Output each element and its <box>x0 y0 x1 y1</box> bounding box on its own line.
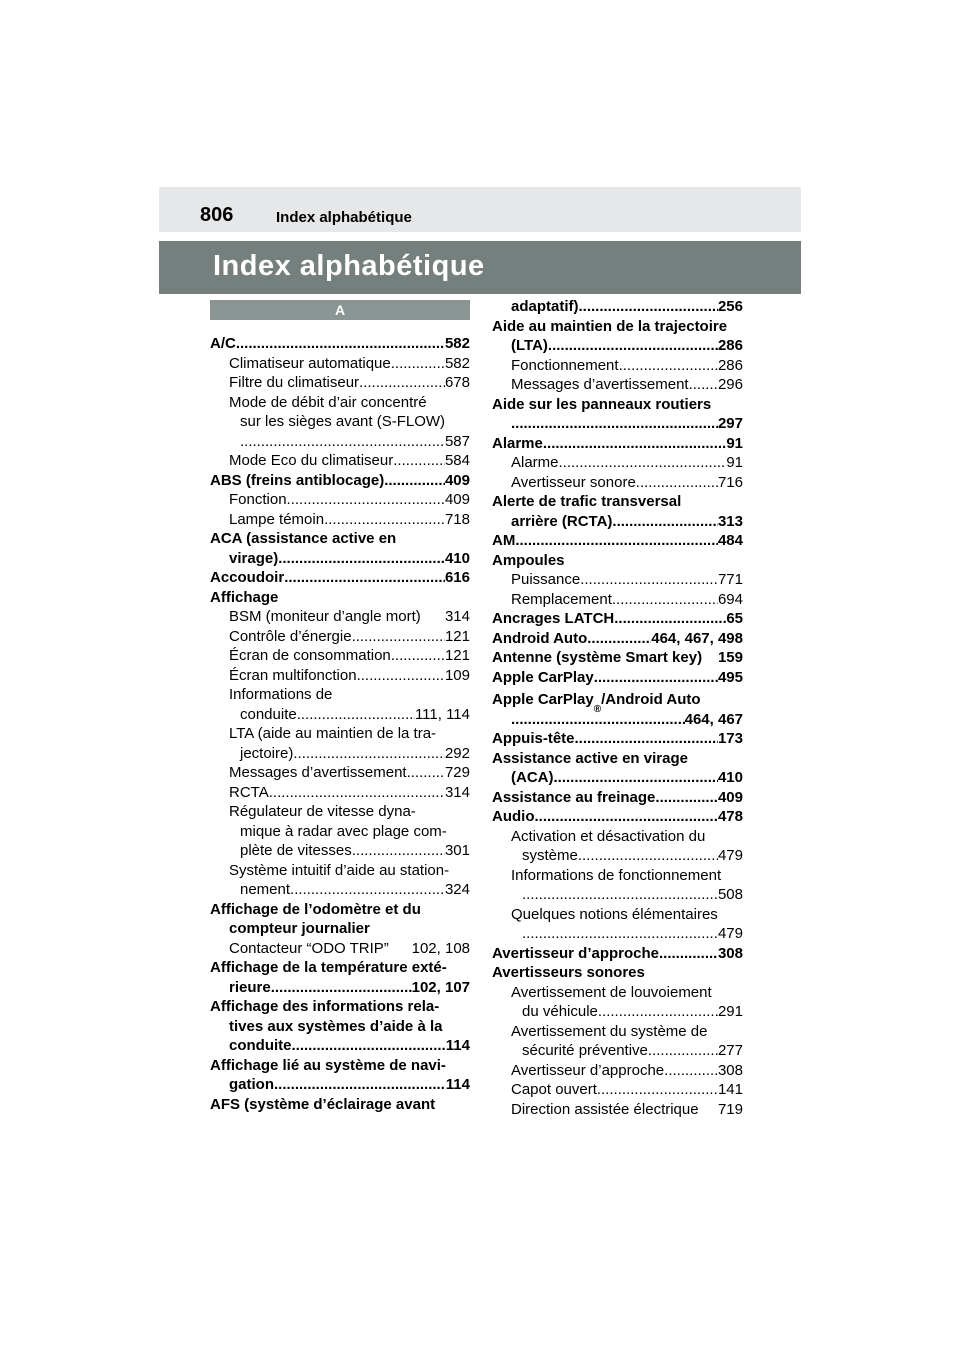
index-entry <box>492 1080 743 1100</box>
dot-leader <box>659 944 718 964</box>
index-entry-term: Lampe témoin <box>229 510 325 528</box>
index-entry-term: conduite <box>229 1037 292 1054</box>
dot-leader <box>240 432 445 452</box>
index-entry-page: 159 <box>717 649 743 666</box>
index-entry <box>492 905 743 925</box>
index-entry <box>210 607 470 627</box>
index-entry <box>210 997 470 1017</box>
index-entry-term: Puissance <box>511 571 581 588</box>
index-entry-term: Alarme <box>492 434 543 452</box>
index-entry-page: 508 <box>717 886 743 903</box>
dot-leader <box>324 510 445 530</box>
index-entry-term: mique à radar avec plage com- <box>240 822 447 840</box>
dot-leader <box>292 1036 446 1056</box>
index-entry-page: 173 <box>717 730 743 747</box>
index-entry-page: 102, 107 <box>411 978 470 996</box>
index-entry <box>210 822 470 842</box>
index-entry-page: 771 <box>717 571 743 588</box>
dot-leader <box>515 531 718 551</box>
index-entry <box>210 1036 470 1056</box>
index-entry-page: 464, 467 <box>684 710 743 728</box>
dot-leader <box>597 1080 718 1100</box>
index-entry-page: 587 <box>444 432 470 450</box>
index-entry-term: sur les sièges avant (S-FLOW) <box>240 413 446 430</box>
dot-leader <box>269 783 445 803</box>
dot-leader <box>543 434 726 454</box>
dot-leader <box>293 744 445 764</box>
index-entry-term: RCTA <box>229 783 269 801</box>
index-entry-term: gation <box>229 1076 274 1093</box>
index-entry-term: Avertisseur sonore <box>511 473 636 491</box>
index-entry <box>492 551 743 571</box>
index-entry <box>210 978 470 998</box>
index-entry <box>210 939 470 959</box>
index-entry <box>210 334 470 354</box>
index-entry-term: adaptatif) <box>511 298 579 315</box>
index-entry-page: 409 <box>717 788 743 806</box>
dot-leader <box>274 1075 446 1095</box>
dot-leader <box>284 568 445 588</box>
index-entry-term: Activation et désactivation du <box>511 827 706 845</box>
index-entry <box>492 788 743 808</box>
index-entry-page: 464, 467, 498 <box>651 629 743 647</box>
index-entry <box>492 1100 743 1120</box>
dot-leader <box>352 841 445 861</box>
dot-leader <box>612 512 718 532</box>
index-entry-term: LTA (aide au maintien de la tra- <box>229 725 437 742</box>
index-entry <box>492 885 743 905</box>
letter-heading: A <box>210 300 470 320</box>
index-entry <box>210 724 470 744</box>
dot-leader <box>391 646 445 666</box>
index-entry-term: Écran multifonction <box>229 666 357 684</box>
index-entry-term: virage) <box>229 549 279 567</box>
chapter-title-bar <box>159 241 801 294</box>
index-entry-term: Contacteur “ODO TRIP” <box>229 939 389 957</box>
index-entry-term: Affichage de la température exté- <box>210 959 447 976</box>
index-entry-page: 582 <box>444 335 470 352</box>
index-entry-page: 286 <box>717 356 743 374</box>
index-entry-page: 297 <box>717 415 743 432</box>
index-entry <box>492 1002 743 1022</box>
index-entry-term: Aide au maintien de la trajectoire <box>492 317 728 335</box>
index-entry <box>210 549 470 569</box>
index-entry <box>492 866 743 886</box>
index-entry-page: 301 <box>444 842 470 859</box>
index-entry-page: 102, 108 <box>411 939 470 957</box>
index-entry-page: 324 <box>444 881 470 898</box>
index-entry-page: 111, 114 <box>414 705 470 723</box>
index-entry-page: 694 <box>717 590 743 608</box>
index-entry <box>492 297 743 317</box>
index-entry <box>210 841 470 861</box>
index-entry <box>492 768 743 788</box>
dot-leader <box>391 354 445 374</box>
index-entry-term: Accoudoir <box>210 569 285 586</box>
dot-leader <box>359 373 445 393</box>
index-entry-term: Affichage de l’odomètre et du <box>210 900 421 918</box>
index-entry-term: Alarme <box>511 454 559 471</box>
index-entry-page: 729 <box>444 764 470 781</box>
index-entry-page: 716 <box>717 473 743 491</box>
index-entry-page: 91 <box>726 434 743 452</box>
index-entry-term: compteur journalier <box>229 920 370 937</box>
index-entry <box>210 705 470 725</box>
chapter-title: Index alphabétique <box>213 250 485 282</box>
index-entry-term: Appuis-tête <box>492 730 575 747</box>
index-entry <box>492 749 743 769</box>
dot-leader <box>522 885 718 905</box>
dot-leader <box>384 471 445 491</box>
dot-leader <box>587 629 651 649</box>
index-entry-page: 114 <box>445 1037 470 1054</box>
index-entry-term: Alerte de trafic transversal <box>492 493 682 510</box>
index-entry-term: Informations de fonctionnement <box>511 866 722 884</box>
index-entry <box>210 919 470 939</box>
index-entry-term: AFS (système d’éclairage avant <box>210 1095 436 1113</box>
index-entry <box>210 451 470 471</box>
dot-leader <box>598 1002 718 1022</box>
index-entry-page: 121 <box>444 627 470 645</box>
index-entry <box>492 317 743 337</box>
index-entry <box>492 434 743 454</box>
index-entry-page: 484 <box>717 532 743 549</box>
dot-leader <box>689 375 718 395</box>
index-entry <box>210 373 470 393</box>
index-entry <box>492 963 743 983</box>
index-entry <box>210 1017 470 1037</box>
index-entry <box>210 1075 470 1095</box>
index-entry <box>492 395 743 415</box>
dot-leader <box>554 768 718 788</box>
index-entry <box>210 861 470 881</box>
page-header <box>159 187 801 232</box>
index-entry-page: 256 <box>717 298 743 315</box>
dot-leader <box>664 1061 718 1081</box>
index-entry-page: 678 <box>444 374 470 391</box>
index-entry <box>492 473 743 493</box>
index-entry-term: Aide sur les panneaux routiers <box>492 395 712 413</box>
index-entry-term: arrière (RCTA) <box>511 512 613 530</box>
dot-leader <box>559 453 727 473</box>
index-entry <box>492 944 743 964</box>
dot-leader <box>612 590 718 610</box>
index-entry <box>492 729 743 749</box>
index-entry-term: tives aux systèmes d’aide à la <box>229 1017 443 1035</box>
index-entry-term: Apple CarPlay <box>492 668 594 686</box>
index-entry <box>210 471 470 491</box>
dot-leader <box>511 710 685 730</box>
index-entry-page: 719 <box>717 1100 743 1118</box>
dot-leader <box>393 451 445 471</box>
index-entry-term: sécurité préventive <box>522 1042 648 1059</box>
dot-leader <box>578 846 718 866</box>
index-entry-page: 291 <box>717 1003 743 1020</box>
dot-leader <box>636 473 718 493</box>
index-entry <box>492 414 743 434</box>
index-entry-term: Affichage <box>210 588 279 606</box>
index-entry <box>210 900 470 920</box>
index-entry-term: Android Auto <box>492 629 588 647</box>
index-entry-term: Fonctionnement <box>511 356 619 374</box>
index-entry <box>210 510 470 530</box>
index-entry-term: Fonction <box>229 491 287 508</box>
index-entry <box>210 354 470 374</box>
index-entry-page: 292 <box>444 744 470 762</box>
index-entry <box>210 802 470 822</box>
index-entry-page: 410 <box>717 769 743 786</box>
index-entry-term: Quelques notions élémentaires <box>511 905 718 923</box>
index-entry <box>210 529 470 549</box>
index-entry-term: Mode de débit d’air concentré <box>229 393 427 411</box>
index-entry-term: Capot ouvert <box>511 1081 597 1098</box>
index-entry <box>210 627 470 647</box>
index-entry-term: conduite <box>240 705 297 723</box>
index-entry <box>492 807 743 827</box>
index-entry-page: 114 <box>445 1076 470 1093</box>
index-entry-term: (LTA) <box>511 337 548 354</box>
index-entry-page: 109 <box>444 666 470 684</box>
index-entry <box>210 666 470 686</box>
index-entry <box>492 710 743 730</box>
index-entry <box>210 958 470 978</box>
index-entry-term: Régulateur de vitesse dyna- <box>229 803 416 820</box>
header-section-title: Index alphabétique <box>276 209 412 226</box>
dot-leader <box>548 336 718 356</box>
dot-leader <box>357 666 445 686</box>
index-entry <box>492 1041 743 1061</box>
dot-leader <box>352 627 445 647</box>
index-entry-page: 616 <box>444 569 470 586</box>
index-entry-term: Climatiseur automatique <box>229 354 391 372</box>
index-entry <box>492 356 743 376</box>
index-entry-page: 718 <box>444 510 470 528</box>
index-entry-term: Antenne (système Smart key) <box>492 649 703 666</box>
index-entry <box>210 646 470 666</box>
index-entry-term: rieure <box>229 978 271 996</box>
index-entry <box>492 590 743 610</box>
index-entry <box>210 880 470 900</box>
index-entry-page: 409 <box>444 471 470 489</box>
index-entry <box>492 983 743 1003</box>
dot-leader <box>522 924 718 944</box>
index-entry-term: Messages d’avertissement <box>229 764 407 781</box>
index-entry-page: 409 <box>444 491 470 508</box>
index-entry-term: Avertisseur d’approche <box>492 944 659 962</box>
dot-leader <box>579 297 718 317</box>
index-entry <box>210 1095 470 1115</box>
index-entry-term: Messages d’avertissement <box>511 376 689 393</box>
dot-leader <box>580 570 718 590</box>
index-entry <box>210 432 470 452</box>
index-entry <box>492 570 743 590</box>
index-entry <box>492 375 743 395</box>
index-entry-term: Affichage lié au système de navi- <box>210 1056 446 1074</box>
index-entry-term: Système intuitif d’aide au station- <box>229 861 450 879</box>
index-entry <box>210 412 470 432</box>
dot-leader <box>271 978 412 998</box>
index-entry-term: nement <box>240 881 291 898</box>
index-entry <box>210 568 470 588</box>
index-entry-page: 91 <box>726 454 743 471</box>
index-entry-term: ACA (assistance active en <box>210 530 397 547</box>
dot-leader <box>278 549 445 569</box>
index-entry <box>492 531 743 551</box>
index-entry-page: 277 <box>717 1042 743 1059</box>
index-entry <box>492 1022 743 1042</box>
index-entry-page: 296 <box>717 376 743 393</box>
dot-leader <box>287 490 445 510</box>
dot-leader <box>535 807 718 827</box>
index-entry-page: 314 <box>444 608 470 625</box>
index-entry <box>210 490 470 510</box>
index-entry-term: Filtre du climatiseur <box>229 374 360 391</box>
page-number: 806 <box>200 204 234 226</box>
index-entry-term: Apple CarPlay <box>492 691 594 708</box>
index-entry-page: 479 <box>717 847 743 864</box>
dot-leader <box>594 668 718 688</box>
index-column-right <box>492 297 743 1119</box>
index-entry-page: 65 <box>726 610 743 627</box>
index-entry-term: jectoire) <box>240 744 294 762</box>
index-entry-term: Affichage des informations rela- <box>210 998 440 1015</box>
index-entry-term: Avertisseur d’approche <box>511 1061 665 1079</box>
dot-leader <box>648 1041 718 1061</box>
index-entry-term: Ampoules <box>492 551 565 569</box>
index-entry <box>492 609 743 629</box>
index-entry <box>492 827 743 847</box>
index-entry <box>210 393 470 413</box>
index-entry <box>492 1061 743 1081</box>
index-entry <box>210 1056 470 1076</box>
index-entry-term: Ancrages LATCH <box>492 610 615 627</box>
index-entry <box>492 629 743 649</box>
index-entry-term: BSM (moniteur d’angle mort) <box>229 608 421 625</box>
index-entry-term: Avertissement du système de <box>511 1022 708 1040</box>
index-entry-term: du véhicule <box>522 1003 598 1020</box>
index-entry-term: Remplacement <box>511 590 612 608</box>
dot-leader <box>575 729 718 749</box>
dot-leader <box>236 334 445 354</box>
index-entry-term: Avertisseurs sonores <box>492 964 645 981</box>
dot-leader <box>614 609 726 629</box>
index-entry-term: Écran de consommation <box>229 647 391 664</box>
index-entry <box>210 783 470 803</box>
index-entry-page: 313 <box>717 512 743 530</box>
index-column-left <box>210 300 470 1114</box>
dot-leader <box>655 788 718 808</box>
index-entry <box>492 648 743 668</box>
index-entry-term: (ACA) <box>511 769 554 786</box>
dot-leader <box>511 414 718 434</box>
index-entry-page: 314 <box>444 783 470 801</box>
index-entry-term: Informations de <box>229 686 333 703</box>
index-entry-page: 582 <box>444 354 470 372</box>
index-entry <box>492 336 743 356</box>
index-entry <box>210 763 470 783</box>
index-entry-term-suffix: /Android Auto <box>601 691 701 708</box>
index-entry-page: 478 <box>717 808 743 825</box>
index-entry-page: 121 <box>444 647 470 664</box>
dot-leader <box>407 763 445 783</box>
index-entry: Apple CarPlay ® /Android Auto <box>492 691 701 715</box>
index-entry <box>492 846 743 866</box>
index-entry-page: 286 <box>717 337 743 354</box>
index-entry-term: Avertissement de louvoiement <box>511 983 712 1001</box>
index-entry-page: 141 <box>717 1081 743 1098</box>
index-entry-term: Direction assistée électrique <box>511 1100 699 1118</box>
index-entry-term: Contrôle d’énergie <box>229 627 352 645</box>
index-entry-page: 479 <box>717 925 743 942</box>
index-entry-term: système <box>522 847 578 864</box>
index-entry-term: Mode Eco du climatiseur <box>229 452 394 469</box>
index-entry-page: 495 <box>717 668 743 686</box>
index-entry-term: plète de vitesses <box>240 842 352 859</box>
index-entry-term: A/C <box>210 335 236 352</box>
index-entry-term: ABS (freins antiblocage) <box>210 471 385 489</box>
index-entry <box>492 453 743 473</box>
index-entry-page: 410 <box>444 549 470 567</box>
index-entry <box>492 492 743 512</box>
dot-leader <box>297 705 415 725</box>
index-entry-term: Assistance active en virage <box>492 749 688 767</box>
index-entry <box>210 744 470 764</box>
index-entry <box>492 512 743 532</box>
index-entry <box>210 588 470 608</box>
index-entry <box>492 668 743 688</box>
index-entry-page: 308 <box>717 1061 743 1079</box>
dot-leader <box>290 880 445 900</box>
index-entry-page: 308 <box>717 944 743 962</box>
index-entry-term: AM <box>492 532 516 549</box>
dot-leader <box>619 356 718 376</box>
index-entry <box>210 685 470 705</box>
index-entry-term: Audio <box>492 808 535 825</box>
index-entry <box>492 924 743 944</box>
index-entry-term: Assistance au freinage <box>492 788 656 806</box>
index-entry-page: 584 <box>444 452 470 469</box>
